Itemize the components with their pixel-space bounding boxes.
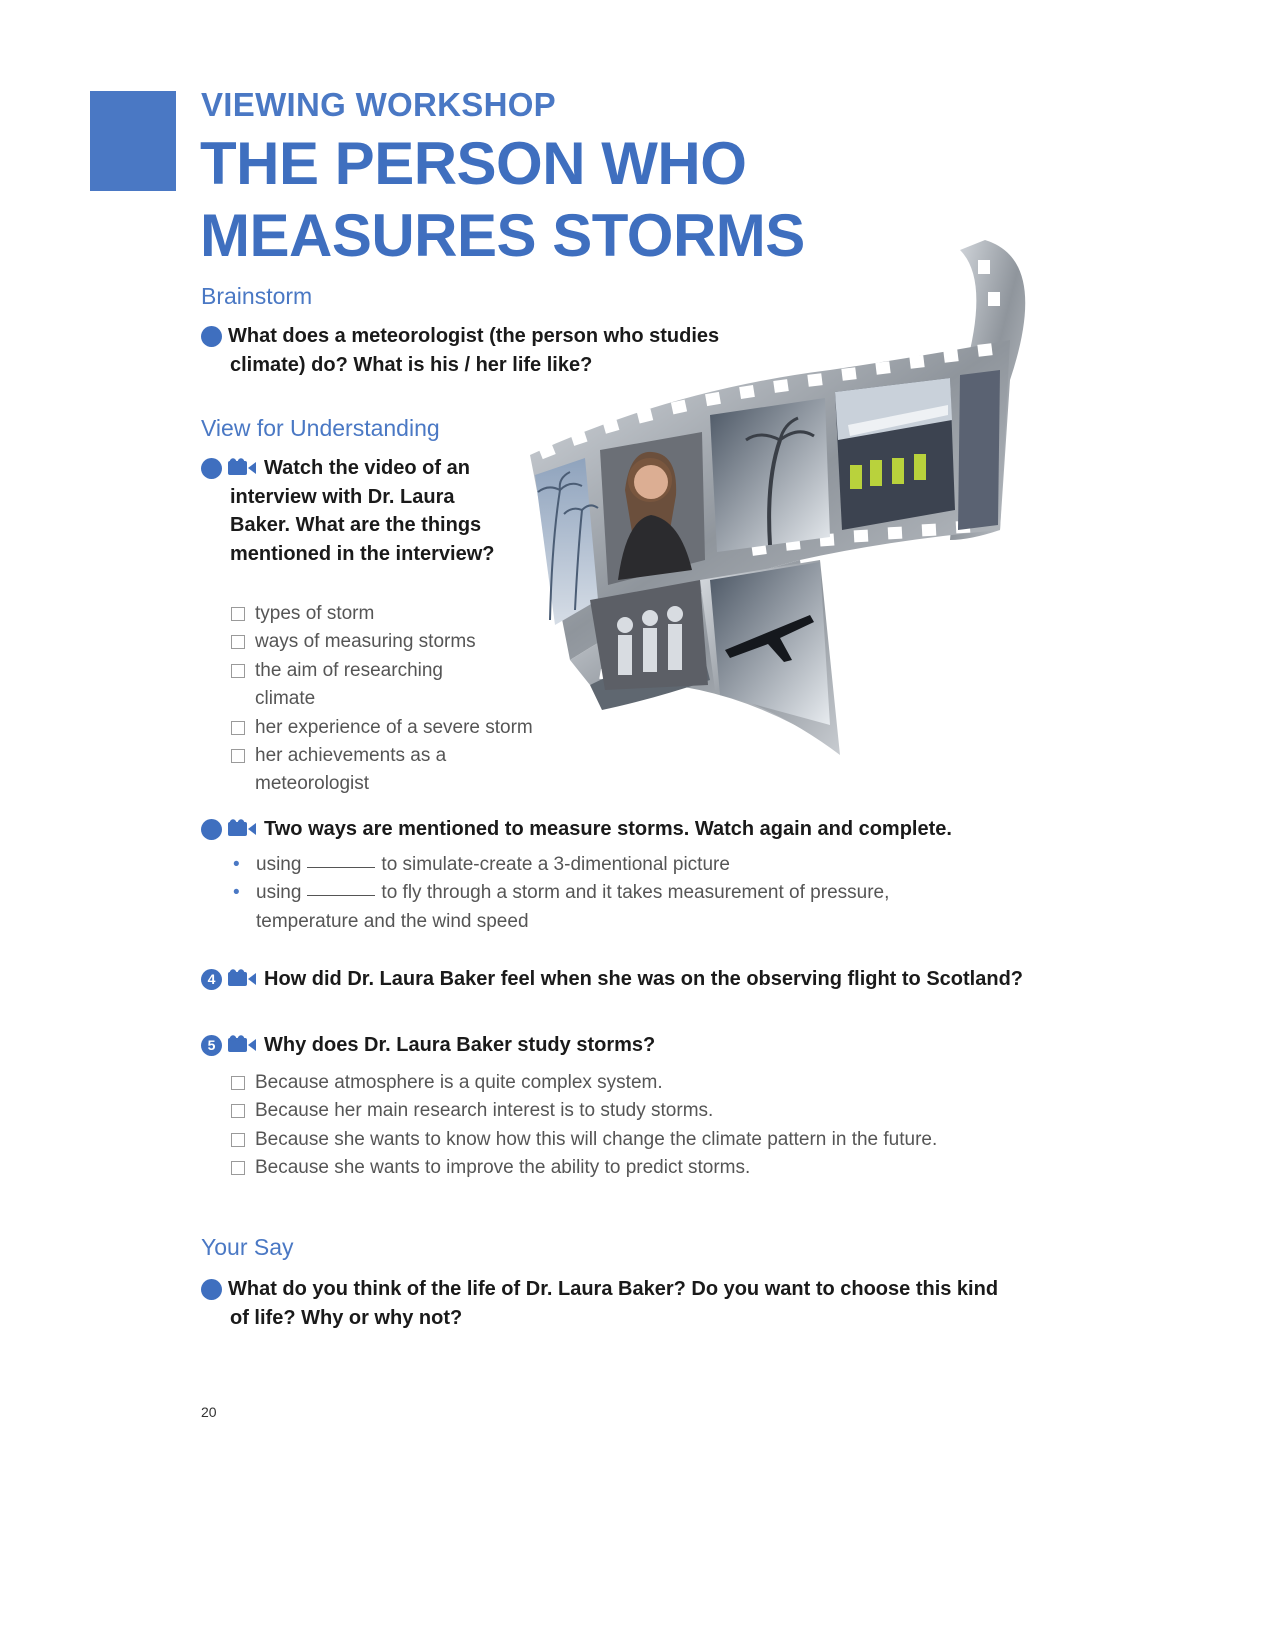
- filmstrip-illustration: [530, 240, 1070, 800]
- checkbox[interactable]: [231, 1104, 245, 1118]
- number-circle-icon: 1: [201, 326, 222, 347]
- list-item[interactable]: her achievements as a meteorologist: [231, 742, 465, 799]
- question-2-text: Watch the video of an interview with Dr. Laura Baker. What are the things mentioned in the interview?: [230, 457, 495, 565]
- list-item[interactable]: ways of measuring storms: [231, 628, 551, 656]
- question-2-options: [231, 600, 551, 799]
- checkbox[interactable]: [231, 635, 245, 649]
- list-item[interactable]: Because atmosphere is a quite complex system.: [231, 1069, 1051, 1097]
- checkbox[interactable]: [231, 1161, 245, 1175]
- checkbox[interactable]: [231, 664, 245, 678]
- number-circle-icon: 5: [201, 1035, 222, 1056]
- list-item: • using to simulate-create a 3-dimentional picture: [231, 851, 931, 879]
- number-circle-icon: 3: [201, 819, 222, 840]
- workshop-kicker: VIEWING WORKSHOP: [201, 86, 556, 123]
- number-circle-icon: 4: [201, 969, 222, 990]
- number-circle-icon: 2: [201, 458, 222, 479]
- checkbox[interactable]: [231, 1133, 245, 1147]
- question-5: [201, 1031, 1021, 1060]
- question-5-options: [231, 1069, 1051, 1183]
- number-circle-icon: 6: [201, 1279, 222, 1300]
- question-4-text: How did Dr. Laura Baker feel when she was on the observing flight to Scotland?: [264, 968, 1024, 990]
- list-item[interactable]: types of storm: [231, 600, 551, 628]
- checkbox[interactable]: [231, 721, 245, 735]
- question-3-bullets: [231, 851, 931, 936]
- question-3: [193, 815, 1050, 844]
- checkbox[interactable]: [231, 607, 245, 621]
- video-camera-icon: [228, 819, 258, 837]
- list-item[interactable]: Because she wants to improve the ability to predict storms.: [231, 1154, 1051, 1182]
- list-item[interactable]: Because she wants to know how this will change the climate pattern in the future.: [231, 1126, 1051, 1154]
- video-camera-icon: [228, 1035, 258, 1053]
- right-frame: [958, 370, 1000, 530]
- section-your-say: Your Say: [201, 1234, 294, 1260]
- portrait-face: [634, 465, 668, 499]
- question-4: [201, 965, 1081, 994]
- question-6-text: What do you think of the life of Dr. Laura Baker? Do you want to choose this kind of life? Why or why not?: [228, 1278, 999, 1329]
- question-5-text: Why does Dr. Laura Baker study storms?: [264, 1034, 656, 1056]
- list-item[interactable]: her experience of a severe storm: [231, 714, 551, 742]
- section-view-for-understanding: View for Understanding: [201, 415, 440, 441]
- section-brainstorm: Brainstorm: [201, 283, 313, 309]
- video-camera-icon: [228, 458, 258, 476]
- fill-in-blank[interactable]: [307, 881, 375, 896]
- list-item: • using to fly through a storm and it takes measurement of pressure, temperature and the wind speed: [231, 879, 931, 936]
- question-6: [193, 1275, 1020, 1332]
- checkbox[interactable]: [231, 1076, 245, 1090]
- question-1-text: What does a meteorologist (the person who studies climate) do? What is his / her life like?: [228, 325, 720, 376]
- accent-block: [90, 91, 176, 191]
- list-item[interactable]: the aim of researching climate: [231, 657, 465, 714]
- page-number: 20: [201, 1404, 217, 1420]
- video-camera-icon: [228, 969, 258, 987]
- checkbox[interactable]: [231, 749, 245, 763]
- question-2: [193, 454, 502, 568]
- question-3-text: Two ways are mentioned to measure storms. Watch again and complete.: [264, 818, 952, 840]
- list-item[interactable]: Because her main research interest is to study storms.: [231, 1097, 1051, 1125]
- fill-in-blank[interactable]: [307, 853, 375, 868]
- page-title: THE PERSON WHO MEASURES STORMS: [200, 130, 805, 269]
